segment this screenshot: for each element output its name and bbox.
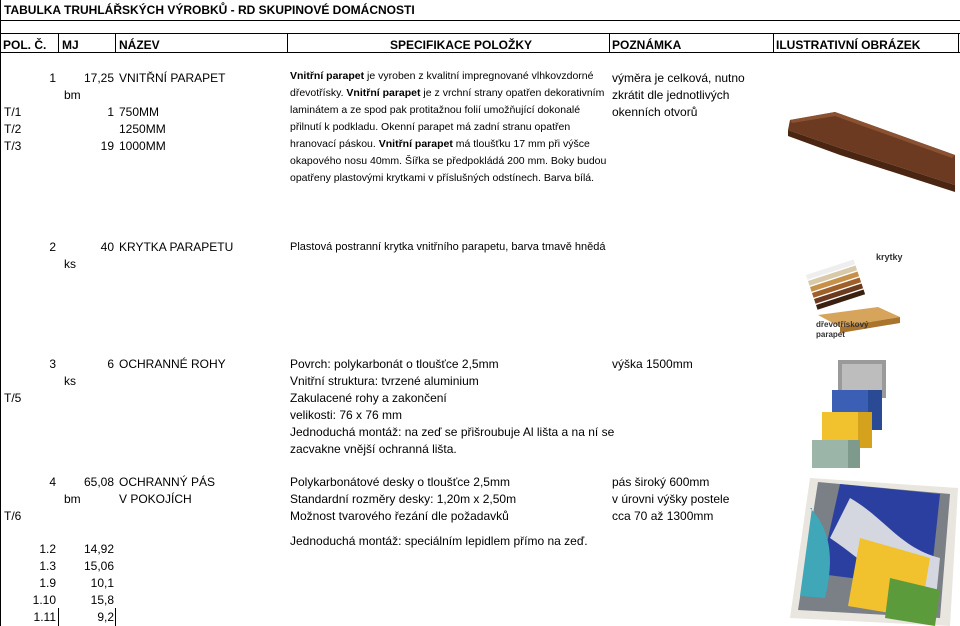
divider bbox=[609, 33, 610, 52]
row1-qty: 17,25 bbox=[83, 71, 114, 85]
row1-sub-code: T/2 bbox=[4, 122, 22, 136]
row4-sub-code: 1.3 bbox=[39, 559, 56, 573]
row2-unit: ks bbox=[64, 257, 76, 271]
row1-sub-qty: 19 bbox=[100, 139, 114, 153]
row3-number: 3 bbox=[49, 357, 56, 371]
row1-sub-name: 1250MM bbox=[119, 122, 166, 136]
row4-spec-line: Jednoduchá montáž: speciálním lepidlem přímo na zeď. bbox=[290, 534, 588, 548]
header-mj: MJ bbox=[62, 38, 79, 52]
row2-spec: Plastová postranní krytka vnitřního parapetu, barva tmavě hnědá bbox=[290, 241, 606, 253]
row2-number: 2 bbox=[49, 240, 56, 254]
row4-note-line: pás široký 600mm bbox=[612, 475, 710, 489]
sill-label: parapet bbox=[816, 330, 845, 339]
row3-code: T/5 bbox=[4, 391, 22, 405]
table-title: TABULKA TRUHLÁŘSKÝCH VÝROBKŮ - RD SKUPINOVÉ DOMÁCNOSTI bbox=[4, 3, 415, 17]
spec-part: je vyroben z kvalitní impregnované vlhkovzdorné dřevotřísky. bbox=[290, 70, 594, 99]
divider bbox=[773, 33, 774, 52]
row4-name: V POKOJÍCH bbox=[119, 492, 192, 506]
row4-sub-qty: 14,92 bbox=[83, 542, 114, 556]
row4-code: T/6 bbox=[4, 509, 22, 523]
row3-spec-line: velikosti: 76 x 76 mm bbox=[290, 408, 403, 422]
row4-sub-code: 1.9 bbox=[39, 576, 56, 590]
row4-name: OCHRANNÝ PÁS bbox=[119, 475, 216, 489]
row3-spec-line: Vnitřní struktura: tvrzené aluminium bbox=[290, 374, 479, 388]
row4-spec-line: Standardní rozměry desky: 1,20m x 2,50m bbox=[290, 492, 517, 506]
row4-sub-qty: 15,8 bbox=[90, 593, 114, 607]
row3-name: OCHRANNÉ ROHY bbox=[119, 357, 226, 371]
divider bbox=[58, 33, 59, 52]
row3-spec-line: Zakulacené rohy a zakončení bbox=[290, 391, 447, 405]
row1-number: 1 bbox=[49, 71, 56, 85]
row3-unit: ks bbox=[64, 374, 76, 388]
caps-label: krytky bbox=[876, 252, 903, 262]
divider bbox=[0, 52, 960, 53]
row1-name: VNITŘNÍ PARAPET bbox=[119, 71, 226, 85]
spec-part: Vnitřní parapet bbox=[378, 138, 453, 150]
row4-unit: bm bbox=[64, 492, 81, 506]
divider bbox=[115, 608, 116, 626]
row4-spec-line: Možnost tvarového řezání dle požadavků bbox=[290, 509, 509, 523]
row4-number: 4 bbox=[49, 475, 56, 489]
spec-part: Vnitřní parapet bbox=[346, 87, 421, 99]
spec-part: je z vrchní strany opatřen dekorativním laminátem a ze spod pak protitažnou folií umožňující dokonalé přilnutí k podkladu. Okenní parapet má zadní stranu opatřen hranovací páskou. bbox=[290, 87, 605, 150]
divider bbox=[0, 20, 960, 21]
row1-sub-code: T/1 bbox=[4, 105, 22, 119]
row4-spec-line: Polykarbonátové desky o tloušťce 2,5mm bbox=[290, 475, 510, 489]
row1-sub-qty: 1 bbox=[107, 105, 114, 119]
divider bbox=[58, 608, 59, 626]
divider bbox=[0, 0, 1, 626]
row4-note-line: v úrovni výšky postele bbox=[612, 492, 730, 506]
row4-sub-qty: 15,06 bbox=[83, 559, 114, 573]
row3-spec-line: Jednoduchá montáž: na zeď se přišroubuje Al lišta a na ní se bbox=[290, 425, 615, 439]
row1-sub-name: 750MM bbox=[119, 105, 160, 119]
divider bbox=[287, 33, 288, 52]
row1-unit: bm bbox=[64, 88, 81, 102]
sill-label: dřevotřískový bbox=[816, 320, 869, 329]
row4-sub-qty: 10,1 bbox=[90, 576, 114, 590]
row4-sub-code: 1.11 bbox=[33, 610, 56, 624]
row3-spec-line: Povrch: polykarbonát o tloušťce 2,5mm bbox=[290, 357, 499, 371]
row4-sub-code: 1.10 bbox=[32, 593, 56, 607]
row2-name: KRYTKA PARAPETU bbox=[119, 240, 234, 254]
row1-sub-name: 1000MM bbox=[119, 139, 166, 153]
header-poznamka: POZNÁMKA bbox=[612, 38, 682, 52]
row3-qty: 6 bbox=[107, 357, 114, 371]
spec-part: má tloušťku 17 mm při výšce okapového nosu 40mm. Šířka se předpokládá 200 mm. Boky budou opatřeny plastovými krytkami v příslušných odstínech. Barva bílá. bbox=[290, 138, 607, 184]
divider bbox=[115, 33, 116, 52]
row1-spec bbox=[290, 68, 612, 187]
header-pol: POL. Č. bbox=[3, 38, 47, 52]
divider bbox=[0, 33, 960, 34]
row4-qty: 65,08 bbox=[83, 475, 114, 489]
header-nazev: NÁZEV bbox=[119, 38, 160, 52]
row4-sub-qty: 9,2 bbox=[97, 610, 114, 624]
protective-panels-image bbox=[790, 478, 958, 626]
row2-qty: 40 bbox=[100, 240, 114, 254]
row4-note-line: cca 70 až 1300mm bbox=[612, 509, 714, 523]
row4-sub-code: 1.2 bbox=[39, 542, 56, 556]
divider bbox=[958, 33, 959, 52]
spec-part: Vnitřní parapet bbox=[290, 70, 365, 82]
header-spec: SPECIFIKACE POLOŽKY bbox=[390, 38, 533, 52]
row1-note: výměra je celková, nutno zkrátit dle jednotlivých okenních otvorů bbox=[612, 71, 745, 119]
sill-caps-image bbox=[788, 245, 918, 345]
row3-spec-line: zacvakne vnější ochranná lišta. bbox=[290, 442, 457, 456]
row1-sub-code: T/3 bbox=[4, 139, 22, 153]
window-sill-image bbox=[780, 90, 958, 200]
row3-note: výška 1500mm bbox=[612, 357, 693, 371]
header-obrazek: ILUSTRATIVNÍ OBRÁZEK bbox=[776, 38, 921, 52]
corner-guards-image bbox=[808, 360, 908, 468]
